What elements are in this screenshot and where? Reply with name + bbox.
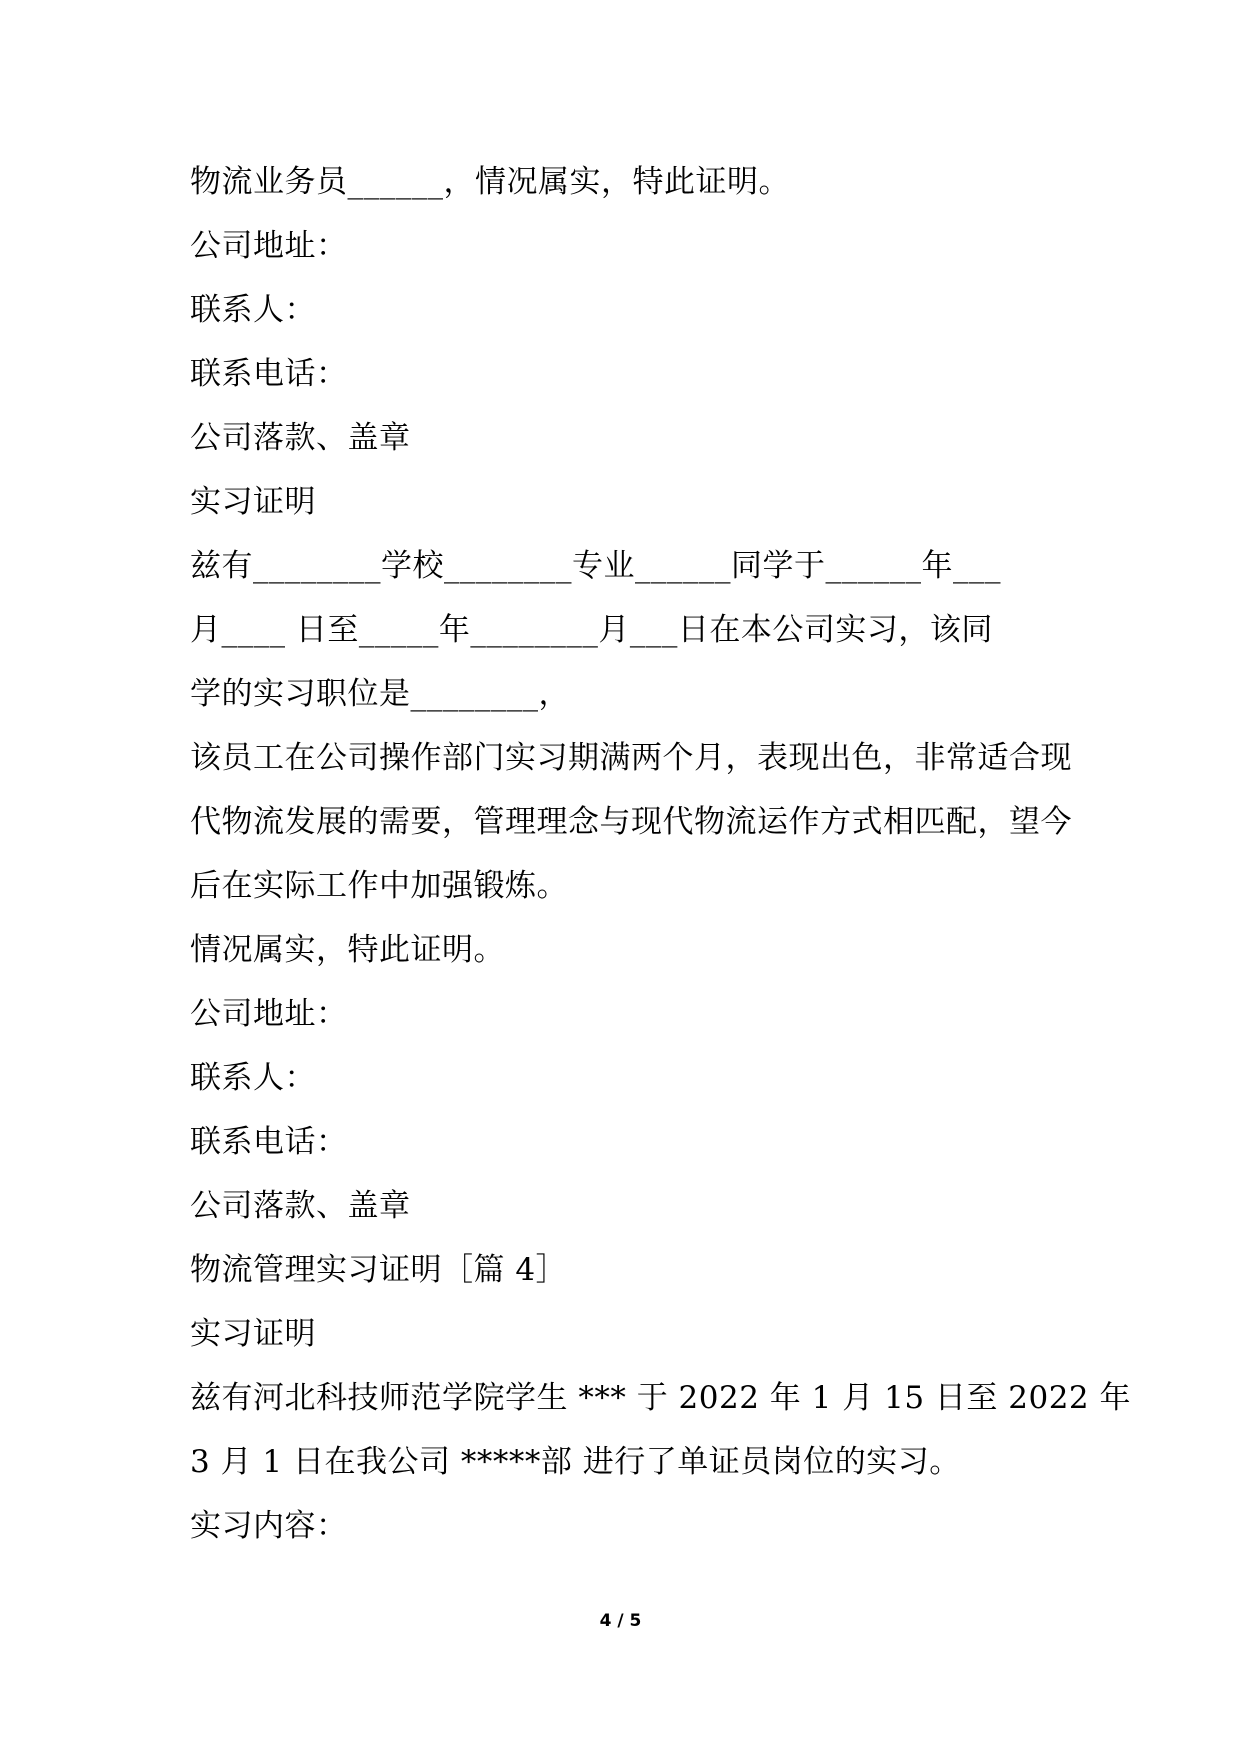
text-line: 学的实习职位是________，	[190, 676, 570, 712]
contact-person-label: 联系人：	[190, 1060, 316, 1096]
text-line: 代物流发展的需要，管理理念与现代物流运作方式相匹配，望今	[190, 804, 1072, 840]
text-line: 兹有________学校________专业______同学于______年___	[190, 548, 1001, 584]
section-title: 实习证明	[190, 484, 316, 520]
text-line: 3 月 1 日在我公司 *****部 进行了单证员岗位的实习。	[190, 1444, 961, 1480]
company-signature-label: 公司落款、盖章	[190, 420, 411, 456]
section-heading: 物流管理实习证明［篇 4］	[190, 1252, 568, 1288]
section-title: 实习证明	[190, 1316, 316, 1352]
contact-person-label: 联系人：	[190, 292, 316, 328]
company-address-label: 公司地址：	[190, 228, 348, 264]
page-number: 4 / 5	[599, 1611, 642, 1631]
text-line: 后在实际工作中加强锻炼。	[190, 868, 568, 904]
text-line: 情况属实，特此证明。	[190, 932, 505, 968]
text-line: 实习内容：	[190, 1508, 348, 1544]
company-address-label: 公司地址：	[190, 996, 348, 1032]
text-line: 兹有河北科技师范学院学生 *** 于 2022 年 1 月 15 日至 2022 年	[190, 1380, 1131, 1416]
text-line: 物流业务员______，情况属实，特此证明。	[190, 164, 790, 200]
text-line: 月____ 日至_____年________月___日在本公司实习，该同	[190, 612, 993, 648]
contact-phone-label: 联系电话：	[190, 1124, 348, 1160]
company-signature-label: 公司落款、盖章	[190, 1188, 411, 1224]
contact-phone-label: 联系电话：	[190, 356, 348, 392]
text-line: 该员工在公司操作部门实习期满两个月，表现出色，非常适合现	[190, 740, 1072, 776]
